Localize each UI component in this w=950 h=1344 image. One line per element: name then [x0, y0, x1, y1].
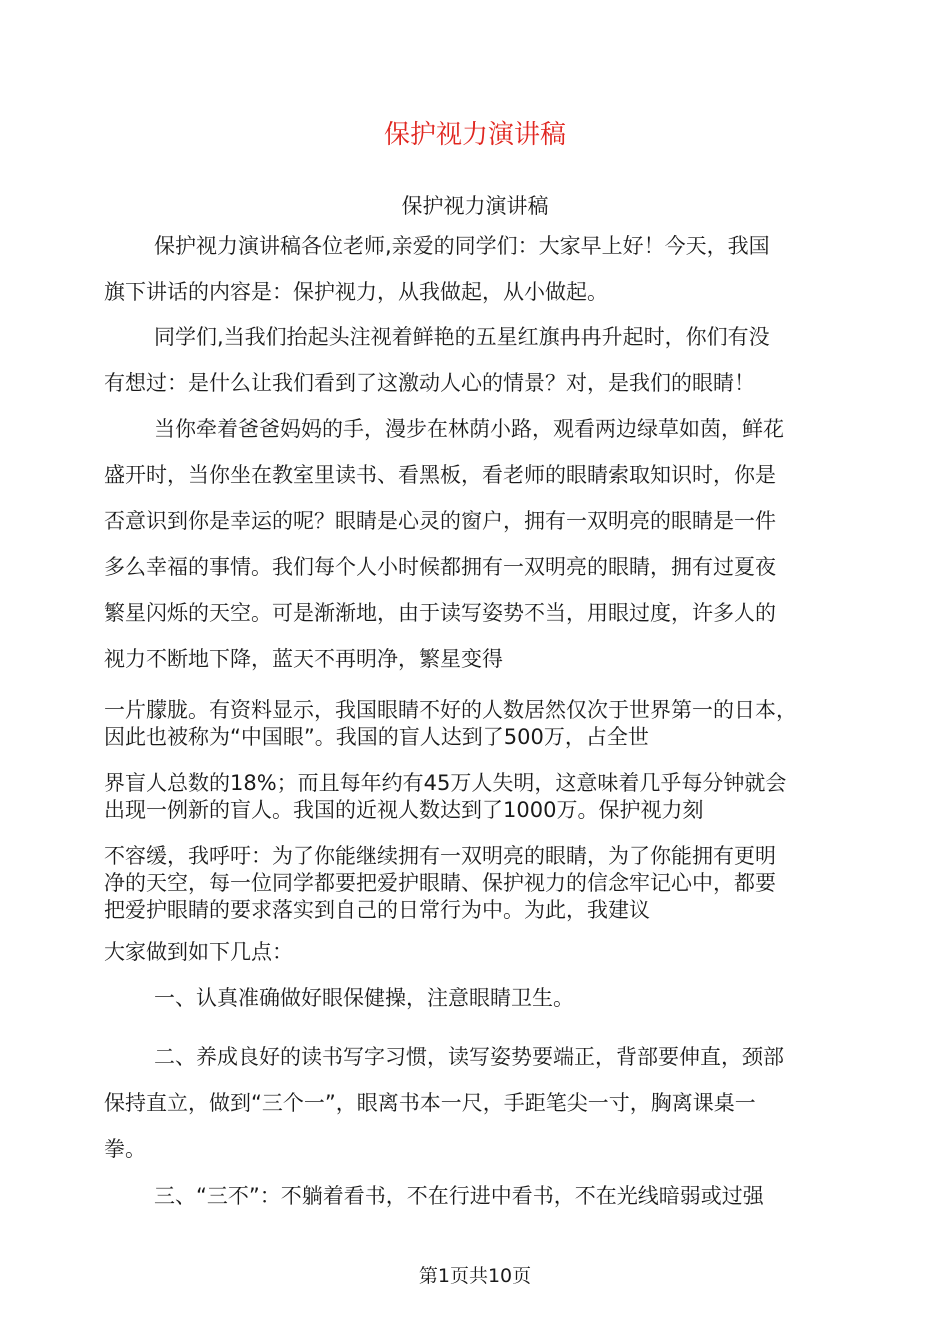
- text-line: 一、认真准确做好眼保健操，注意眼睛卫生。: [154, 986, 574, 1010]
- page-number: 第1页共10页: [418, 1265, 532, 1287]
- document-title: 保护视力演讲稿: [383, 120, 566, 150]
- text-line: 否意识到你是幸运的呢？眼睛是心灵的窗户，拥有一双明亮的眼睛是一件: [104, 509, 776, 533]
- text-line: 拳。: [104, 1137, 146, 1161]
- text-line: 旗下讲话的内容是：保护视力，从我做起，从小做起。: [104, 280, 608, 304]
- text-line: 一片朦胧。有资料显示，我国眼睛不好的人数居然仅次于世界第一的日本，: [104, 698, 797, 722]
- text-line: 视力不断地下降，蓝天不再明净，繁星变得: [104, 647, 503, 671]
- text-line: 二、养成良好的读书写字习惯，读写姿势要端正，背部要伸直，颈部: [154, 1045, 784, 1069]
- text-line: 因此也被称为“中国眼”。我国的盲人达到了500万，占全世: [104, 725, 649, 749]
- text-line: 净的天空，每一位同学都要把爱护眼睛、保护视力的信念牢记心中，都要: [104, 871, 776, 895]
- text-line: 大家做到如下几点：: [104, 940, 293, 964]
- text-line: 界盲人总数的18%；而且每年约有45万人失明，这意味着几乎每分钟就会: [104, 771, 787, 795]
- text-line: 同学们,当我们抬起头注视着鲜艳的五星红旗冉冉升起时，你们有没: [154, 325, 770, 349]
- text-line: 有想过：是什么让我们看到了这激动人心的情景？对，是我们的眼睛！: [104, 371, 755, 395]
- text-line: 三、“三不”：不躺着看书，不在行进中看书，不在光线暗弱或过强: [154, 1184, 764, 1208]
- text-line: 繁星闪烁的天空。可是渐渐地，由于读写姿势不当，用眼过度，许多人的: [104, 601, 776, 625]
- text-line: 当你牵着爸爸妈妈的手，漫步在林荫小路，观看两边绿草如茵，鲜花: [154, 417, 784, 441]
- document-subtitle: 保护视力演讲稿: [401, 194, 549, 218]
- text-line: 多么幸福的事情。我们每个人小时候都拥有一双明亮的眼睛，拥有过夏夜: [104, 555, 776, 579]
- text-line: 出现一例新的盲人。我国的近视人数达到了1000万。保护视力刻: [104, 798, 704, 822]
- text-line: 保持直立，做到“三个一”，眼离书本一尺，手距笔尖一寸，胸离课桌一: [104, 1091, 756, 1115]
- text-line: 保护视力演讲稿各位老师,亲爱的同学们：大家早上好！今天，我国: [154, 234, 770, 258]
- text-line: 盛开时，当你坐在教室里读书、看黑板，看老师的眼睛索取知识时，你是: [104, 463, 776, 487]
- text-line: 把爱护眼睛的要求落实到自己的日常行为中。为此，我建议: [104, 898, 650, 922]
- text-line: 不容缓，我呼吁：为了你能继续拥有一双明亮的眼睛，为了你能拥有更明: [104, 844, 776, 868]
